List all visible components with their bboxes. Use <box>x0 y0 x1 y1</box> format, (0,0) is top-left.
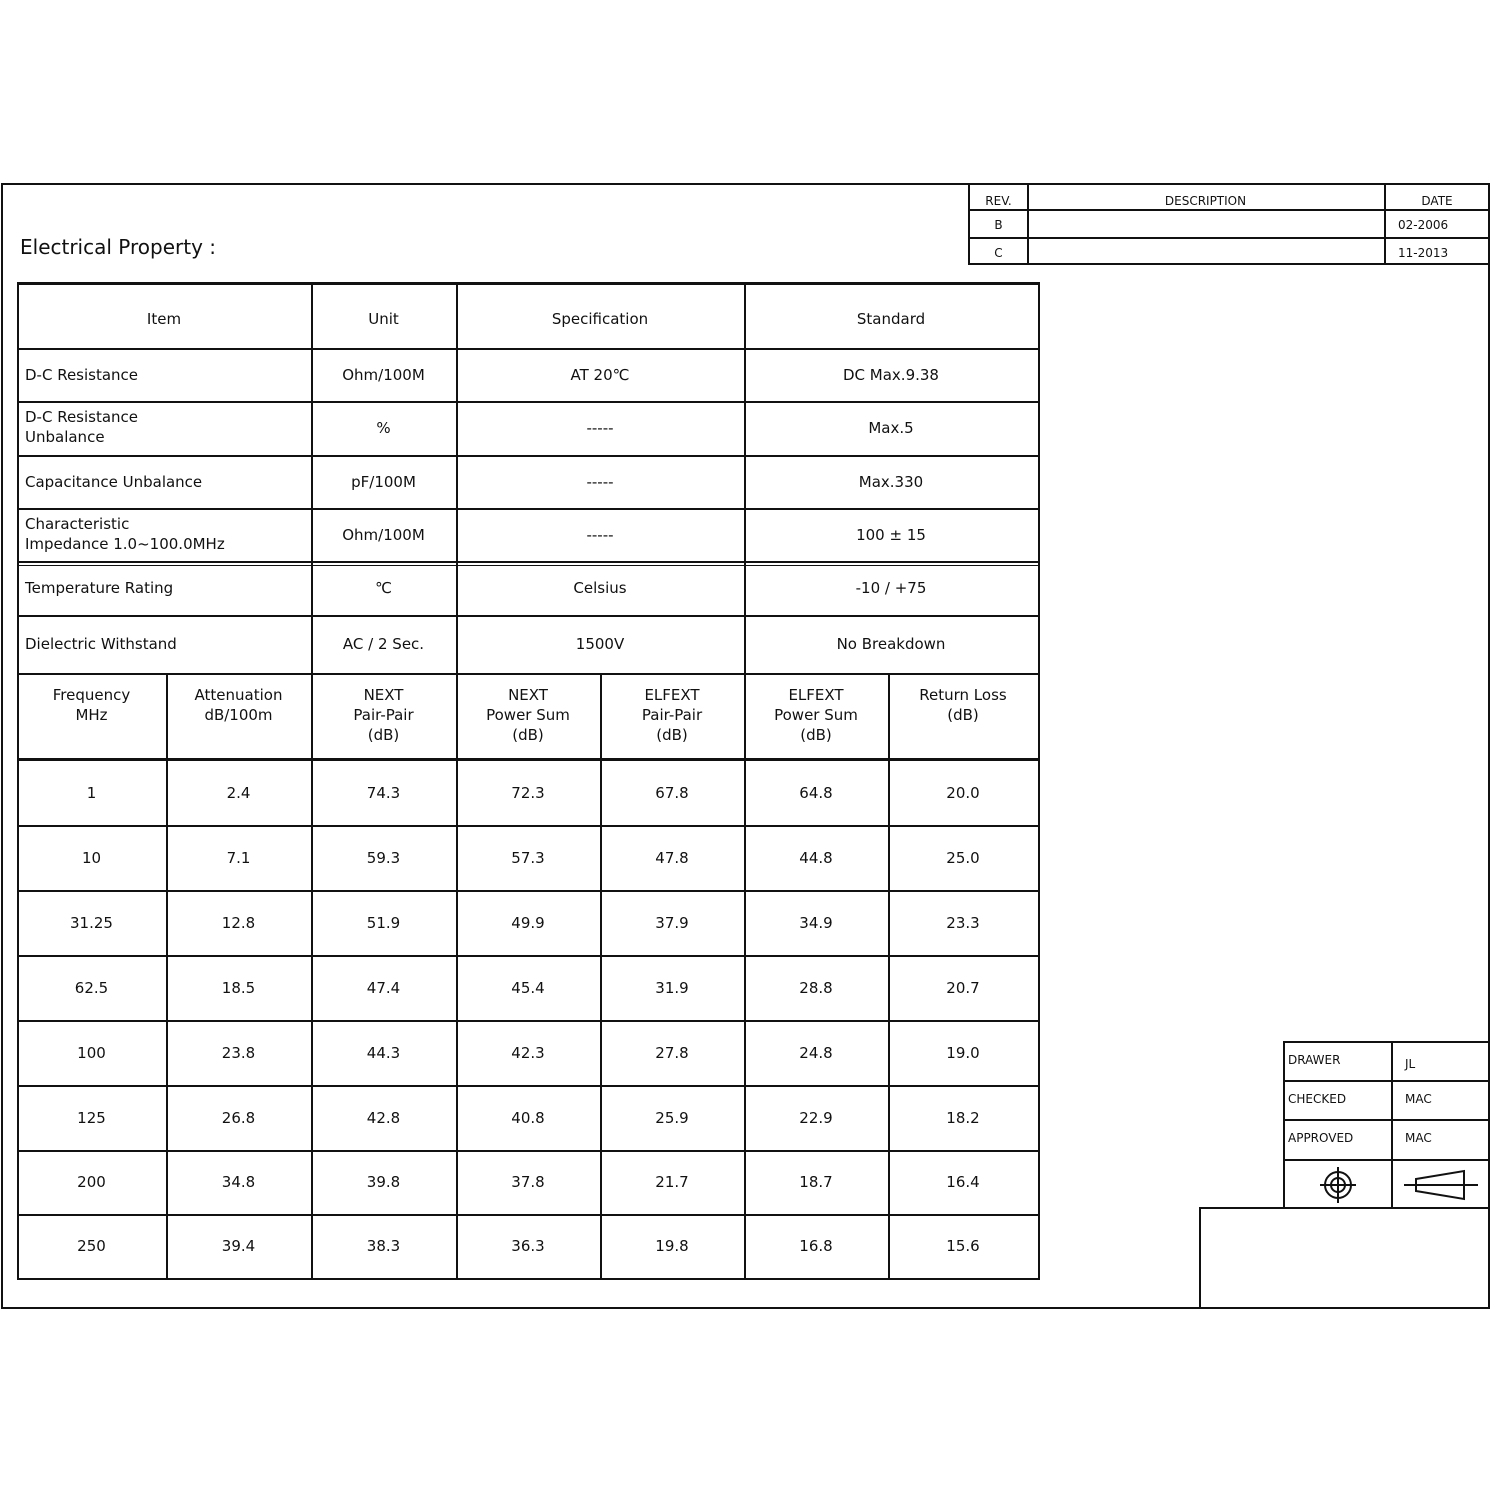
page-title: Electrical Property : <box>20 235 217 259</box>
freq-cell: 37.8 <box>511 1173 545 1191</box>
spec-specification: ----- <box>586 419 614 437</box>
signoff-rule <box>1283 1159 1490 1161</box>
spec-unit: Ohm/100M <box>342 525 425 544</box>
freq-cell: 25.9 <box>655 1108 689 1127</box>
freq-cell: 51.9 <box>366 913 401 932</box>
revision-rule <box>970 237 1490 239</box>
freq-header: NEXT Power Sum (dB) <box>486 686 570 744</box>
freq-cell: 22.9 <box>799 1108 833 1127</box>
spec-item: D-C Resistance Unbalance <box>25 408 139 446</box>
revision-date: 11-2013 <box>1398 246 1449 260</box>
freq-cell: 31.9 <box>655 978 689 997</box>
spec-unit: Ohm/100M <box>342 365 425 384</box>
freq-header: NEXT Pair-Pair (dB) <box>353 686 414 744</box>
signoff-label: CHECKED <box>1288 1092 1347 1106</box>
freq-cell: 42.8 <box>366 1108 401 1127</box>
freq-cell: 100 <box>77 1043 106 1062</box>
freq-table-rule <box>17 825 1040 827</box>
freq-table-col-rule <box>1038 673 1040 1280</box>
freq-cell: 34.9 <box>799 913 833 932</box>
spec-standard: 100 ± 15 <box>856 525 926 544</box>
freq-cell: 15.6 <box>946 1237 980 1255</box>
signoff-value: MAC <box>1405 1092 1432 1106</box>
freq-table-rule <box>17 1214 1040 1216</box>
freq-cell: 12.8 <box>221 913 256 932</box>
freq-cell: 125 <box>77 1108 106 1127</box>
freq-cell: 7.1 <box>226 848 251 867</box>
spec-table-rule <box>17 401 1040 403</box>
signoff-label: DRAWER <box>1288 1053 1341 1067</box>
freq-cell: 59.3 <box>366 848 401 867</box>
freq-cell: 19.8 <box>655 1237 689 1255</box>
freq-cell: 16.4 <box>946 1173 980 1191</box>
spec-table-double-rule <box>17 565 1040 566</box>
spec-table-rule <box>17 615 1040 617</box>
freq-cell: 23.3 <box>946 913 980 932</box>
taper-projection-icon <box>1404 1168 1478 1202</box>
freq-cell: 49.9 <box>511 913 545 932</box>
signoff-rule <box>1283 1119 1490 1121</box>
revision-rev: B <box>994 218 1003 232</box>
freq-cell: 44.3 <box>366 1043 401 1062</box>
freq-cell: 28.8 <box>799 978 833 997</box>
revision-rev: C <box>994 246 1003 260</box>
freq-header: ELFEXT Pair-Pair (dB) <box>641 686 703 744</box>
freq-cell: 1 <box>86 783 97 802</box>
freq-cell: 40.8 <box>511 1108 545 1127</box>
spec-specification: AT 20℃ <box>570 365 630 384</box>
freq-header: ELFEXT Power Sum (dB) <box>774 686 858 744</box>
freq-cell: 10 <box>81 848 102 867</box>
freq-cell: 27.8 <box>655 1043 689 1062</box>
freq-cell: 57.3 <box>511 848 545 867</box>
freq-cell: 37.9 <box>655 913 689 932</box>
freq-cell: 31.25 <box>70 913 113 932</box>
freq-header-rule <box>17 758 1040 761</box>
freq-cell: 25.0 <box>946 848 980 867</box>
spec-table-rule <box>17 673 1040 675</box>
spec-standard: Max.330 <box>858 472 924 491</box>
crosshair-projection-icon <box>1318 1165 1358 1205</box>
freq-cell: 45.4 <box>511 978 545 997</box>
freq-cell: 18.7 <box>799 1173 833 1191</box>
freq-cell: 16.8 <box>799 1237 833 1255</box>
spec-header: Item <box>146 310 182 328</box>
spec-table-col-rule <box>1038 282 1040 673</box>
freq-cell: 74.3 <box>366 783 401 802</box>
signoff-col-rule <box>1391 1041 1393 1207</box>
freq-cell: 24.8 <box>799 1043 833 1062</box>
spec-specification: 1500V <box>575 635 625 653</box>
spec-table-double-rule <box>17 561 1040 563</box>
freq-cell: 23.8 <box>221 1043 256 1062</box>
spec-unit: AC / 2 Sec. <box>342 635 425 653</box>
freq-cell: 21.7 <box>655 1173 689 1191</box>
spec-unit: pF/100M <box>351 472 416 491</box>
freq-cell: 42.3 <box>511 1043 545 1062</box>
spec-specification: ----- <box>586 525 614 544</box>
spec-table-col-rule <box>17 282 19 673</box>
spec-item: D-C Resistance <box>25 365 139 384</box>
freq-cell: 64.8 <box>799 783 833 802</box>
revision-header: REV. <box>985 194 1012 208</box>
revision-header: DATE <box>1421 194 1453 208</box>
freq-cell: 44.8 <box>799 848 833 867</box>
revision-header: DESCRIPTION <box>1164 194 1247 208</box>
spec-header: Unit <box>368 310 399 328</box>
freq-header: Frequency MHz <box>52 686 131 724</box>
freq-table-rule <box>17 955 1040 957</box>
freq-cell: 200 <box>77 1173 106 1191</box>
signoff-rule <box>1283 1041 1490 1043</box>
spec-standard: DC Max.9.38 <box>843 365 939 384</box>
freq-cell: 18.2 <box>946 1108 980 1127</box>
spec-table-rule <box>17 508 1040 510</box>
freq-cell: 47.4 <box>366 978 401 997</box>
spec-item: Characteristic Impedance 1.0~100.0MHz <box>25 515 225 553</box>
spec-table-rule <box>17 348 1040 350</box>
spec-header: Standard <box>856 310 926 328</box>
freq-header: Return Loss (dB) <box>919 686 1007 724</box>
spec-table-top <box>17 282 1040 285</box>
freq-cell: 18.5 <box>221 978 256 997</box>
freq-cell: 39.4 <box>221 1237 256 1255</box>
title-block-rule <box>1199 1207 1490 1209</box>
signoff-value: JL <box>1405 1057 1416 1071</box>
spec-item: Capacitance Unbalance <box>25 472 203 491</box>
spec-header: Specification <box>551 310 649 328</box>
freq-table-rule <box>17 1278 1040 1280</box>
spec-unit: % <box>376 419 391 437</box>
spec-standard: No Breakdown <box>836 635 946 653</box>
freq-cell: 250 <box>77 1237 106 1255</box>
signoff-label: APPROVED <box>1288 1131 1354 1145</box>
spec-specification: Celsius <box>573 579 627 597</box>
spec-table-rule <box>17 455 1040 457</box>
freq-cell: 26.8 <box>221 1108 256 1127</box>
spec-specification: ----- <box>586 472 614 491</box>
freq-cell: 67.8 <box>655 783 689 802</box>
freq-cell: 19.0 <box>946 1043 980 1062</box>
spec-standard: Max.5 <box>868 419 914 437</box>
freq-cell: 34.8 <box>221 1173 256 1191</box>
freq-header: Attenuation dB/100m <box>194 686 283 724</box>
spec-unit: ℃ <box>375 579 392 597</box>
freq-cell: 20.0 <box>946 783 980 802</box>
signoff-rule <box>1283 1080 1490 1082</box>
spec-item: Temperature Rating <box>25 579 174 597</box>
freq-cell: 36.3 <box>511 1237 545 1255</box>
freq-cell: 72.3 <box>511 783 545 802</box>
spec-standard: -10 / +75 <box>855 579 927 597</box>
freq-cell: 47.8 <box>655 848 689 867</box>
freq-table-rule <box>17 1150 1040 1152</box>
signoff-col-rule <box>1283 1041 1285 1207</box>
title-block-rule <box>1199 1207 1201 1309</box>
freq-table-rule <box>17 1020 1040 1022</box>
freq-table-rule <box>17 1085 1040 1087</box>
freq-cell: 39.8 <box>366 1173 401 1191</box>
freq-cell: 62.5 <box>74 978 109 997</box>
revision-date: 02-2006 <box>1398 218 1449 232</box>
freq-table-rule <box>17 890 1040 892</box>
spec-item: Dielectric Withstand <box>25 635 177 653</box>
freq-cell: 2.4 <box>226 783 251 802</box>
freq-cell: 38.3 <box>366 1237 401 1255</box>
freq-cell: 20.7 <box>946 978 980 997</box>
signoff-value: MAC <box>1405 1131 1432 1145</box>
